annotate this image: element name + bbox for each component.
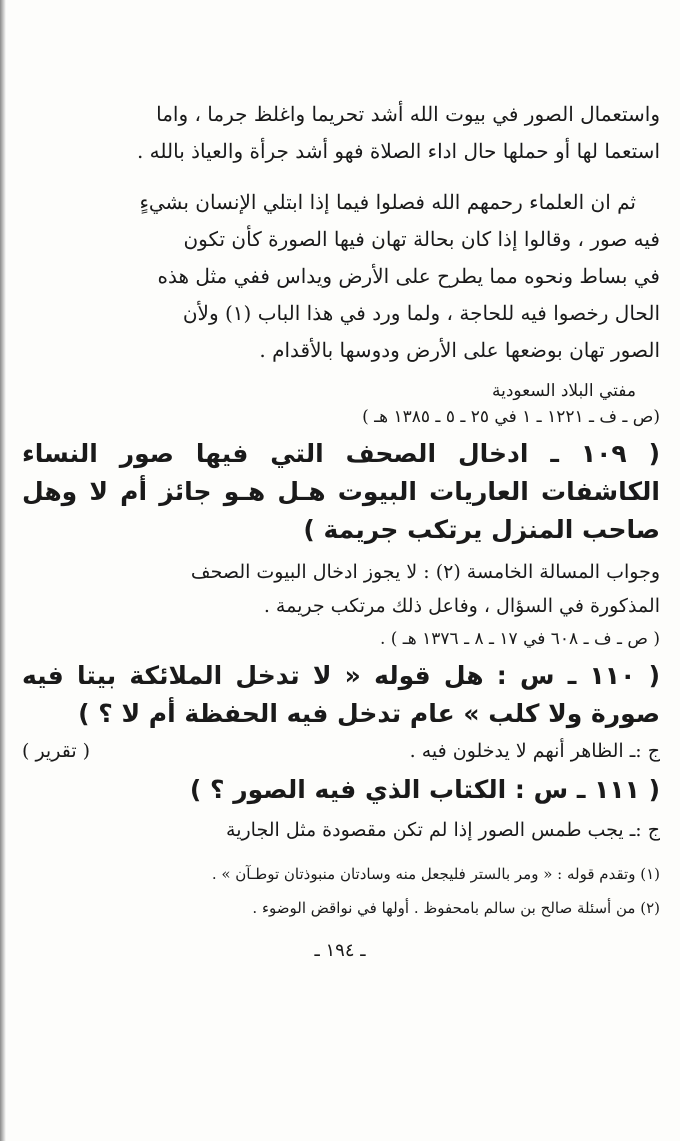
footnote-2: (٢) من أسئلة صالح بن سالم بامحفوظ . أولها في نواقض الوضوء . (252, 899, 660, 917)
signer-title: مفتي البلاد السعودية (491, 381, 636, 401)
answer-110 (22, 733, 660, 769)
paragraph-line: فيه صور ، وقالوا إذا كان بحالة تهان فيها الصورة كأن تكون (183, 227, 660, 251)
answer-line: المذكورة في السؤال ، وفاعل ذلك مرتكب جريمة . (263, 595, 660, 617)
question-heading-109: ( ١٠٩ ـ ادخال الصحف التي فيها صور النساء الكاشفات العاريات البيوت هـل هـو جائز أم لا وهل صاحب المنزل يرتكب جريمة ) (22, 439, 660, 544)
scan-shadow-edge (0, 0, 6, 1141)
question-heading-110: ( ١١٠ ـ س : هل قوله « لا تدخل الملائكة بيتا فيه صورة ولا كلب » عام تدخل فيه الحفظة أم لا ؟ ) (22, 661, 660, 728)
source-tag: ( تقرير ) (22, 740, 91, 762)
document-page (22, 96, 660, 1141)
question-heading-111: ( ١١١ ـ س : الكتاب الذي فيه الصور ؟ ) (189, 775, 660, 804)
page-number: ـ ١٩٤ ـ (314, 940, 366, 961)
answer-text: ج :ـ الظاهر أنهم لا يدخلون فيه . (409, 740, 660, 762)
answer-109 (22, 555, 660, 623)
paragraph-line: في بساط ونحوه مما يطرح على الأرض ويداس ففي مثل هذه (157, 264, 660, 288)
fatwa-reference: (ص ـ ف ـ ١٢٢١ ـ ١ في ٢٥ ـ ٥ ـ ١٣٨٥ هـ ) (362, 407, 660, 427)
footnote-1: (١) وتقدم قوله : « ومر بالستر فليجعل منه وسادتان منبوذتان توطـآن » . (211, 865, 660, 883)
paragraph-line: استعما لها أو حملها حال اداء الصلاة فهو أشد جرأة والعياذ بالله . (136, 139, 660, 163)
paragraph-line: الحال رخصوا فيه للحاجة ، ولما ورد في هذا الباب (١) ولأن (182, 301, 660, 325)
paragraph-line: واستعمال الصور في بيوت الله أشد تحريما واغلظ جرما ، واما (156, 102, 660, 126)
paragraph-line: ثم ان العلماء رحمهم الله فصلوا فيما إذا ابتلي الإنسان بشيءٍ (139, 190, 636, 214)
paragraph-line: الصور تهان بوضعها على الأرض ودوسها بالأقدام . (259, 338, 660, 362)
answer-line: وجواب المسالة الخامسة (٢) : لا يجوز ادخال البيوت الصحف (190, 561, 660, 583)
paragraph-1 (22, 96, 660, 170)
paragraph-2 (22, 184, 660, 369)
answer-111: ج :ـ يجب طمس الصور إذا لم تكن مقصودة مثل الجارية (226, 819, 660, 841)
fatwa-reference: ( ص ـ ف ـ ٦٠٨ في ١٧ ـ ٨ ـ ١٣٧٦ هـ ) . (379, 629, 660, 649)
